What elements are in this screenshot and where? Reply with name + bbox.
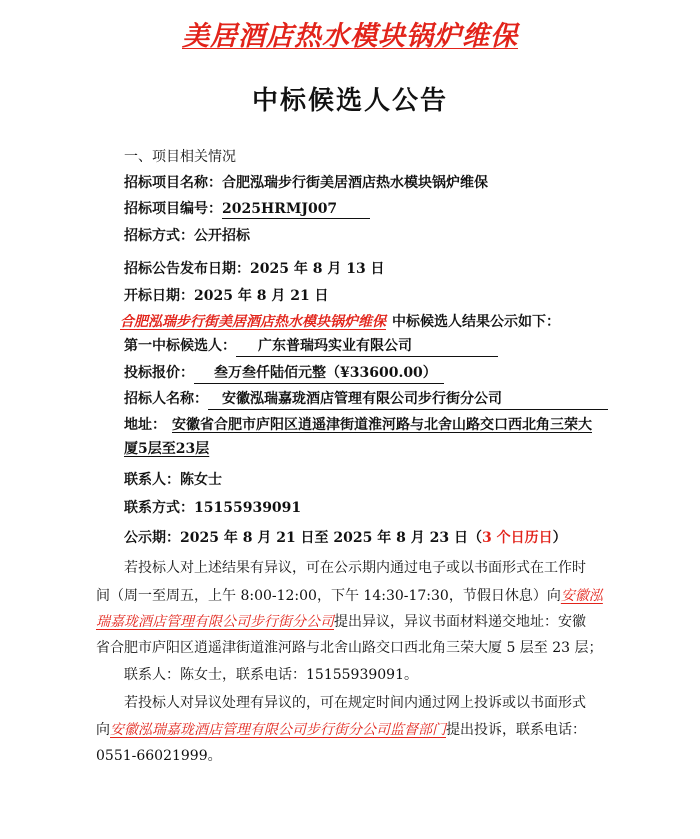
- period-value: 2025 年 8 月 21 日至 2025 年 8 月 23 日（: [180, 530, 482, 546]
- objection-company-b: 瑞嘉珑酒店管理有限公司步行街分公司: [96, 614, 334, 630]
- result-suffix: 中标候选人结果公示如下：: [392, 314, 560, 330]
- period-close: ）: [552, 530, 567, 546]
- contact-row: [124, 469, 222, 489]
- project-no-row: [124, 198, 370, 219]
- notice-title: 中标候选人公告: [251, 86, 448, 116]
- method-label: 招标方式：: [124, 228, 194, 244]
- section-heading: 一、项目相关情况: [124, 149, 236, 165]
- objection-company-a: 安徽泓: [560, 588, 603, 604]
- project-name-value: 合肥泓瑞步行街美居酒店热水模块锅炉维保: [222, 175, 488, 191]
- objection-address: 省合肥市庐阳区逍遥津街道淮河路与北舍山路交口西北角三荣大厦 5 层至 23 层；: [96, 640, 603, 656]
- project-name-row: [124, 172, 488, 192]
- tenderer-row: [124, 388, 608, 410]
- phone-label: 联系方式：: [124, 500, 194, 516]
- main-title: 美居酒店热水模块锅炉维保: [182, 21, 518, 52]
- address-label: 地址：: [124, 417, 166, 433]
- address-row: [124, 414, 592, 434]
- project-name-label: 招标项目名称：: [124, 175, 222, 191]
- complaint-phone: 0551-66021999。: [96, 748, 222, 764]
- first-candidate-label: 第一中标候选人：: [124, 338, 236, 354]
- result-row: [120, 311, 560, 331]
- publish-date-value: 2025 年 8 月 13 日: [250, 261, 385, 277]
- period-label: 公示期：: [124, 530, 180, 546]
- complaint-para-suffix: 提出投诉，联系电话：: [446, 722, 586, 738]
- phone-row: [124, 497, 301, 517]
- contact-value: 陈女士: [180, 472, 222, 488]
- open-date-label: 开标日期：: [124, 288, 194, 304]
- tenderer-label: 招标人名称：: [124, 391, 208, 407]
- publish-date-row: [124, 258, 385, 278]
- method-value: 公开招标: [194, 228, 250, 244]
- objection-para-line2: [96, 585, 603, 605]
- project-no-value: 2025HRMJ007: [222, 201, 370, 219]
- open-date-row: [124, 285, 329, 305]
- objection-para-line1: 若投标人对上述结果有异议，可在公示期内通过电子或以书面形式在工作时: [124, 560, 586, 576]
- open-date-value: 2025 年 8 月 21 日: [194, 288, 329, 304]
- bid-price-label: 投标报价：: [124, 365, 194, 381]
- tenderer-value: 安徽泓瑞嘉珑酒店管理有限公司步行街分公司: [208, 388, 608, 410]
- bid-price-value: 叁万叁仟陆佰元整（¥33600.00）: [194, 362, 444, 384]
- complaint-supervisor: 安徽泓瑞嘉珑酒店管理有限公司步行街分公司监督部门: [110, 722, 446, 738]
- address-line2: 厦5层至23层: [124, 441, 210, 457]
- period-row: [124, 527, 567, 547]
- first-candidate-row: [124, 335, 498, 357]
- publish-date-label: 招标公告发布日期：: [124, 261, 250, 277]
- bid-price-row: [124, 362, 444, 384]
- period-days: 3 个日历日: [482, 530, 553, 546]
- method-row: [124, 225, 250, 245]
- result-project: 合肥泓瑞步行街美居酒店热水模块锅炉维保: [120, 314, 386, 330]
- objection-para-line3: [96, 611, 586, 631]
- complaint-para-line2: [96, 719, 586, 739]
- first-candidate-value: 广东普瑞玛实业有限公司: [236, 335, 498, 357]
- project-no-label: 招标项目编号：: [124, 201, 222, 217]
- objection-para-line2-text: 间（周一至周五，上午 8:00-12:00，下午 14:30-17:30，节假日休息）向: [96, 588, 561, 604]
- complaint-para-line1: 若投标人对异议处理有异议的，可在规定时间内通过网上投诉或以书面形式: [124, 695, 586, 711]
- complaint-para-prefix: 向: [96, 722, 110, 738]
- phone-value: 15155939091: [194, 500, 302, 516]
- address-line1: 安徽省合肥市庐阳区逍遥津街道淮河路与北舍山路交口西北角三荣大: [172, 417, 592, 433]
- objection-para-line3-text: 提出异议，异议书面材料递交地址：安徽: [334, 614, 586, 630]
- contact-para: 联系人：陈女士，联系电话：15155939091。: [124, 667, 418, 683]
- contact-label: 联系人：: [124, 472, 180, 488]
